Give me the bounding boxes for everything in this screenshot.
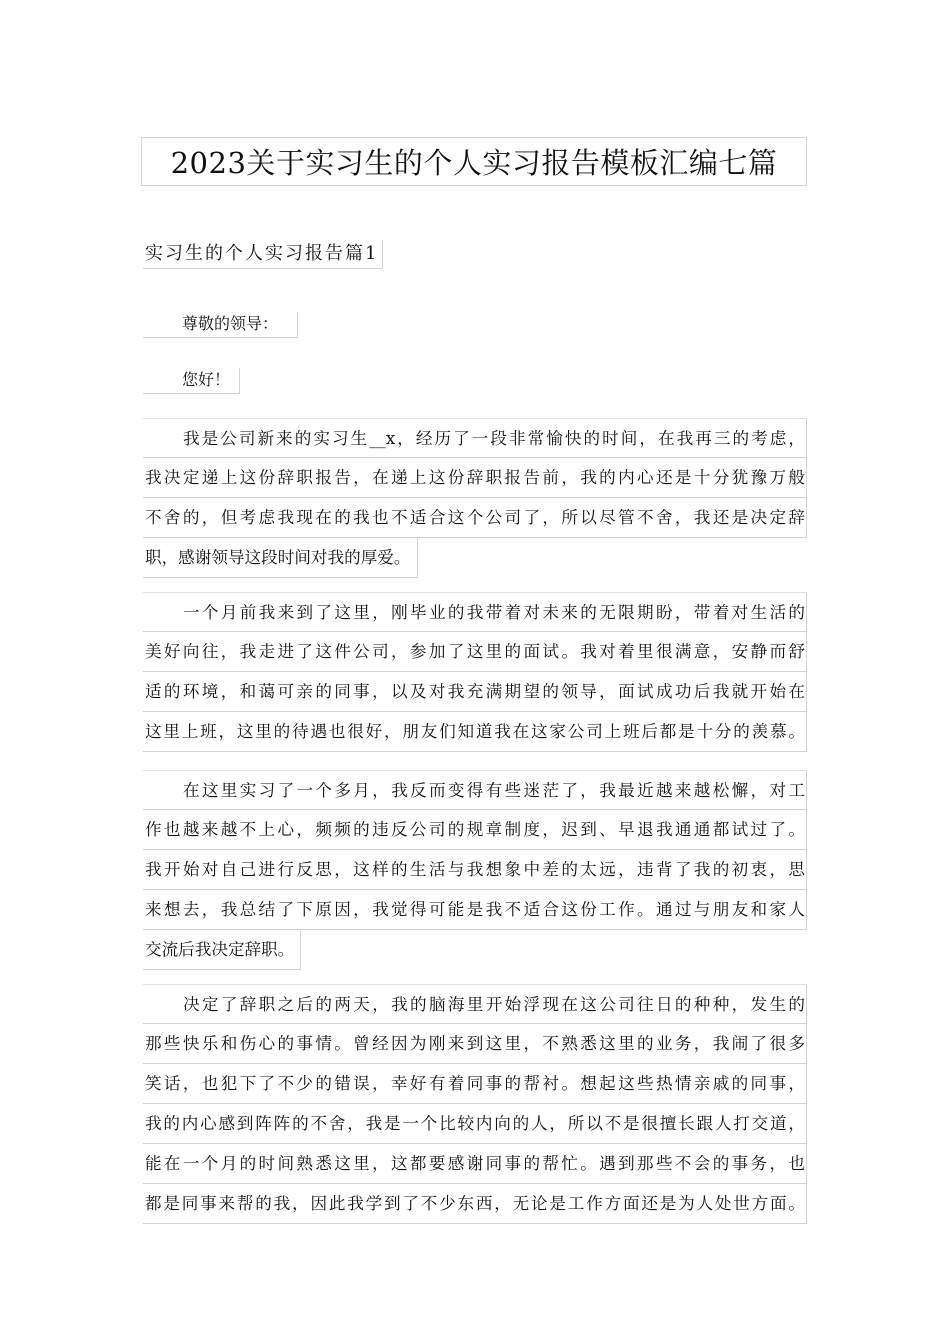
- section-heading: 实习生的个人实习报告篇1: [143, 240, 383, 269]
- paragraph-line: 美好向往，我走进了这件公司，参加了这里的面试。我对着里很满意，安静而舒: [143, 632, 807, 672]
- paragraph-4: [143, 984, 807, 1224]
- paragraph-line: 我是公司新来的实习生__x，经历了一段非常愉快的时间，在我再三的考虑，: [143, 418, 807, 458]
- paragraph-line: 交流后我决定辞职。: [143, 930, 301, 970]
- paragraph-line: 都是同事来帮的我，因此我学到了不少东西，无论是工作方面还是为人处世方面。: [143, 1184, 807, 1224]
- paragraph-line: 来想去，我总结了下原因，我觉得可能是我不适合这份工作。通过与朋友和家人: [143, 890, 807, 930]
- paragraph-2: [143, 592, 807, 752]
- paragraph-line: 不舍的，但考虑我现在的我也不适合这个公司了，所以尽管不舍，我还是决定辞: [143, 498, 807, 538]
- paragraph-line: 职，感谢领导这段时间对我的厚爱。: [143, 538, 418, 578]
- paragraph-line: 能在一个月的时间熟悉这里，这都要感谢同事的帮忙。遇到那些不会的事务，也: [143, 1144, 807, 1184]
- paragraph-line: 我开始对自己进行反思，这样的生活与我想象中差的太远，违背了我的初衷，思: [143, 850, 807, 890]
- document-title: 2023关于实习生的个人实习报告模板汇编七篇: [141, 137, 807, 186]
- paragraph-line: 这里上班，这里的待遇也很好，朋友们知道我在这家公司上班后都是十分的羡慕。: [143, 712, 807, 752]
- greeting-hello: 您好！: [143, 368, 240, 394]
- paragraph-line: 适的环境，和蔼可亲的同事，以及对我充满期望的领导，面试成功后我就开始在: [143, 672, 807, 712]
- paragraph-line: 笑话，也犯下了不少的错误，幸好有着同事的帮衬。想起这些热情亲戚的同事，: [143, 1064, 807, 1104]
- salutation: 尊敬的领导：: [143, 312, 298, 338]
- paragraph-1: [143, 418, 807, 582]
- paragraph-line: 作也越来越不上心，频频的违反公司的规章制度，迟到、早退我通通都试过了。: [143, 810, 807, 850]
- paragraph-line: 一个月前我来到了这里，刚毕业的我带着对未来的无限期盼，带着对生活的: [143, 592, 807, 632]
- paragraph-line: 我决定递上这份辞职报告，在递上这份辞职报告前，我的内心还是十分犹豫万般: [143, 458, 807, 498]
- paragraph-line: 我的内心感到阵阵的不舍，我是一个比较内向的人，所以不是很擅长跟人打交道，: [143, 1104, 807, 1144]
- paragraph-3: [143, 770, 807, 974]
- paragraph-line: 决定了辞职之后的两天，我的脑海里开始浮现在这公司往日的种种，发生的: [143, 984, 807, 1024]
- paragraph-line: 那些快乐和伤心的事情。曾经因为刚来到这里，不熟悉这里的业务，我闹了很多: [143, 1024, 807, 1064]
- paragraph-line: 在这里实习了一个多月，我反而变得有些迷茫了，我最近越来越松懈，对工: [143, 770, 807, 810]
